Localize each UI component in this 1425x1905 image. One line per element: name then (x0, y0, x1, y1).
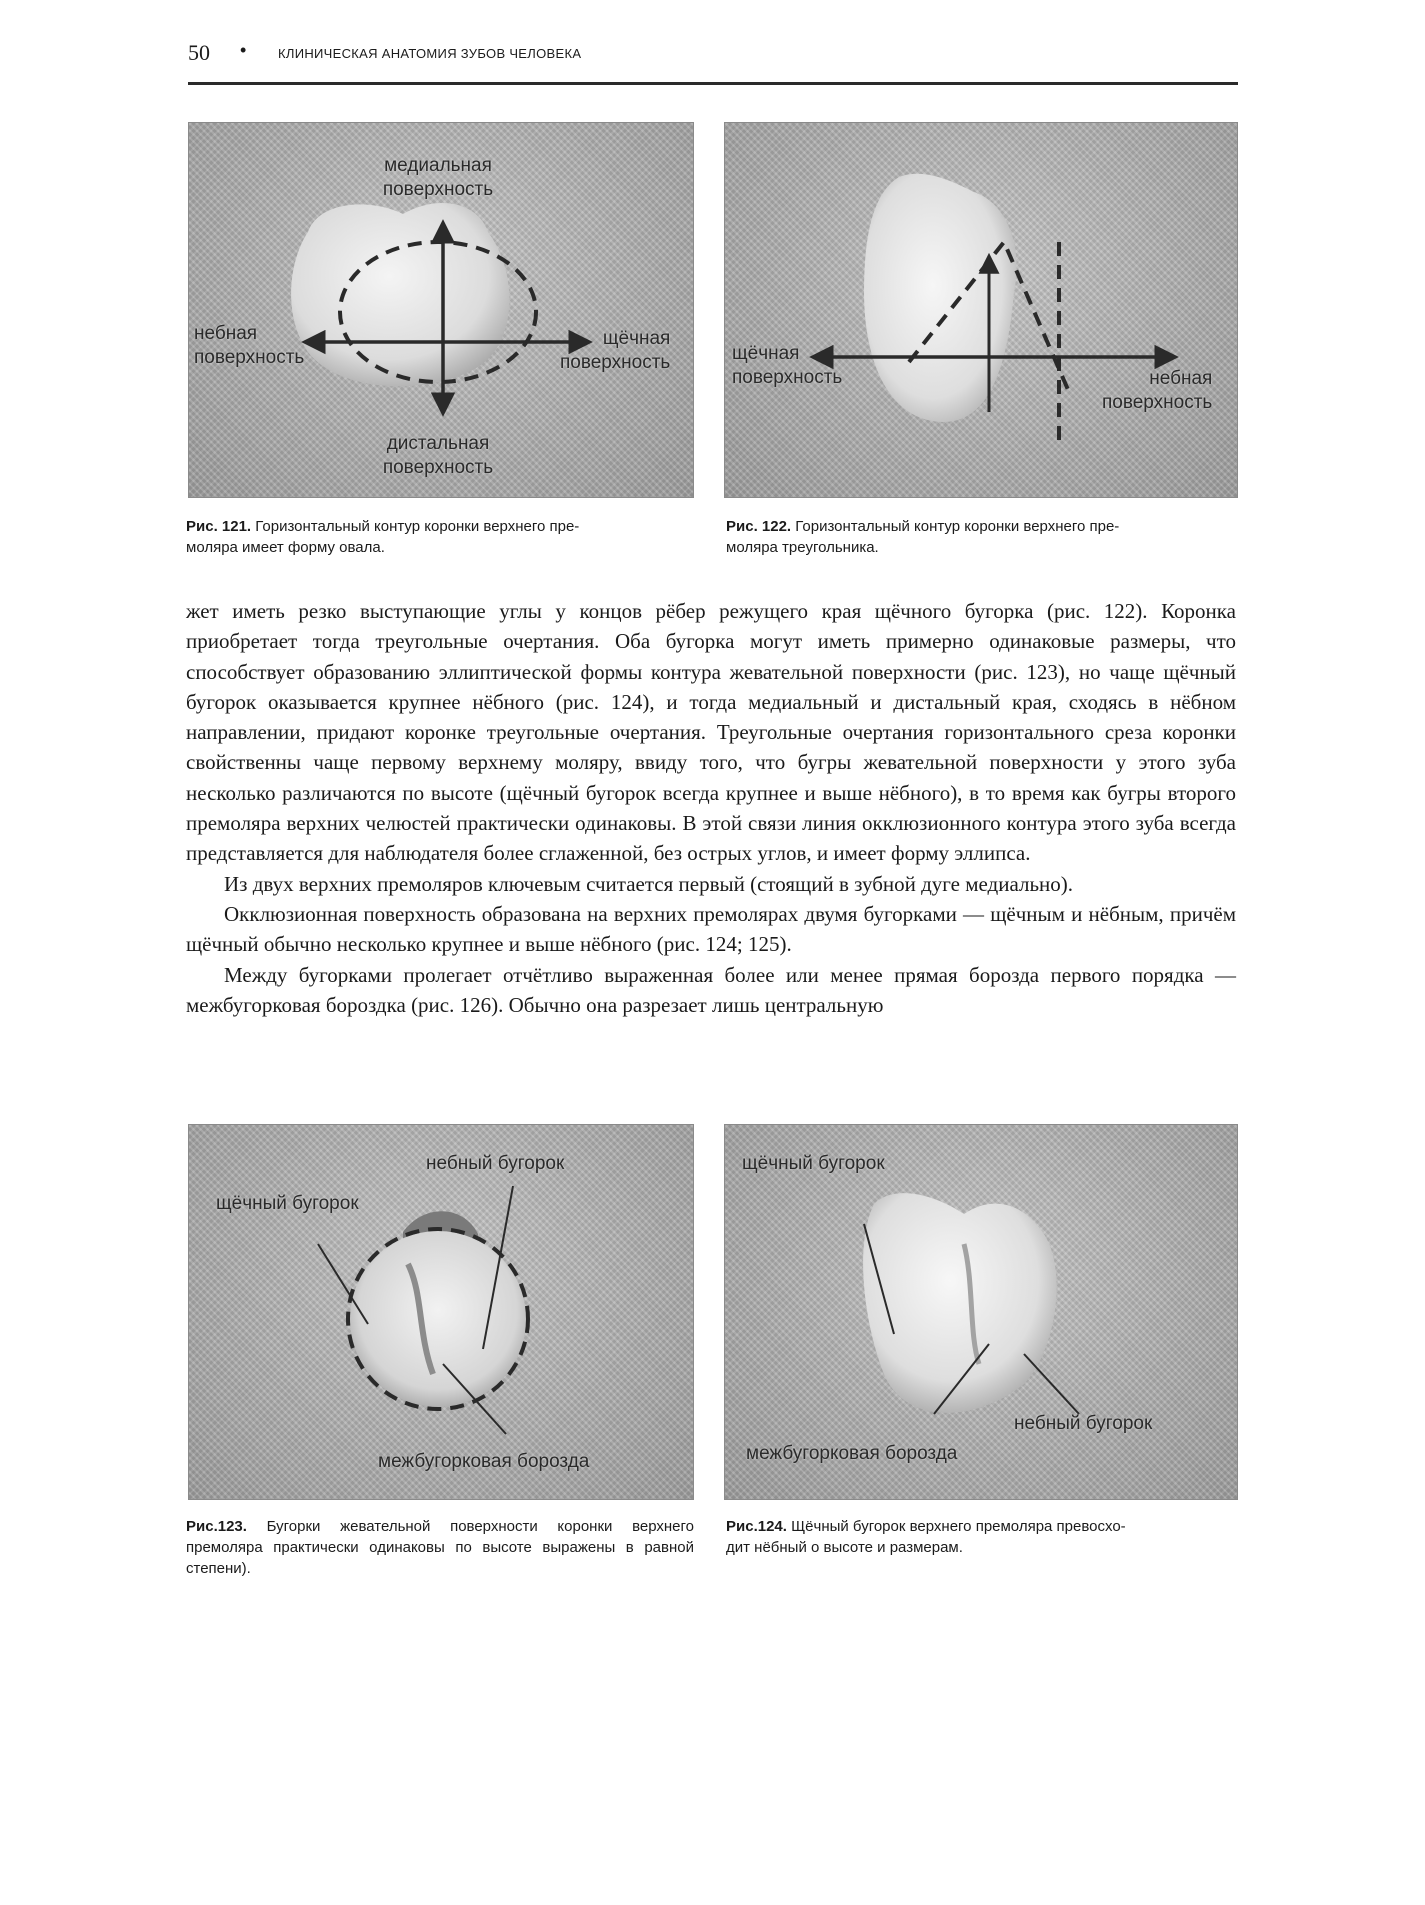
tooth-crown (291, 203, 509, 386)
label-palatal-cusp: небный бугорок (1014, 1413, 1153, 1434)
label-medial: медиальная поверхность (382, 155, 494, 200)
figure-122-caption (726, 516, 1236, 558)
label-buccal: щёчная поверхность (560, 328, 671, 373)
header-bullet: • (240, 40, 247, 60)
caption-123-number: Рис.123. (186, 1518, 247, 1535)
figure-123-caption (186, 1516, 694, 1579)
figure-124-photo (724, 1124, 1238, 1500)
tooth-crown (864, 174, 1017, 422)
caption-121-text: Горизонтальный контур коронки верхнего пре- моляра имеет форму овала. (186, 518, 580, 556)
paragraph-2: Из двух верхних премоляров ключевым считается первый (стоящий в зубной дуге медиально). (224, 871, 1074, 896)
paragraph-1: жет иметь резко выступающие углы у концов рёбер режущего края щёчного бугорка (рис. 122). Коронка приобретает тогда треугольные очертания. Оба бугорка могут иметь примерно одинаковые размеры, что способствует образованию эллиптической формы контура жевательной поверхности (рис. 123), но чаще щёчный бугорок оказывается крупнее нёбного (рис. 124), и тогда медиальный и дистальный края, сходясь в нёбном направлении, придают коронке треугольные очертания. Треугольные очертания горизонтального среза коронки свойственны чаще первому верхнему моляру, ввиду того, что бугры жевательной поверхности у этого зуба несколько различаются по высоте (щёчный бугорок всегда крупнее и выше нёбного), в то время как бугры второго премоляра верхних челюстей практически одинаковы. В этой связи линия окклюзионного контура этого зуба всегда представляется для наблюдателя более сглаженной, без острых углов, и имеет форму эллипса. (186, 599, 1236, 866)
label-buccal: щёчная поверхность (732, 343, 843, 388)
paragraph-3: Окклюзионная поверхность образована на верхних премолярах двумя бугорками — щёчным и нёбным, причём щёчный обычно несколько крупнее и выше нёбного (рис. 124; 125). (186, 901, 1236, 957)
label-groove: межбугорковая борозда (378, 1451, 590, 1472)
label-buccal-cusp: щёчный бугорок (742, 1153, 885, 1174)
figure-122-drawing (724, 122, 1238, 498)
paragraph-4: Между бугорками пролегает отчётливо выраженная более или менее прямая борозда первого порядка — межбугорковая бороздка (рис. 126). Обычно она разрезает лишь центральную (186, 962, 1236, 1017)
pointer-palatal (1024, 1354, 1079, 1414)
running-title: КЛИНИЧЕСКАЯ АНАТОМИЯ ЗУБОВ ЧЕЛОВЕКА (278, 46, 582, 61)
figure-123-photo (188, 1124, 694, 1500)
label-palatal-cusp: небный бугорок (426, 1153, 565, 1174)
label-distal: дистальная поверхность (382, 433, 494, 478)
page-number: 50 (188, 40, 210, 65)
caption-124-text: Щёчный бугорок верхнего премоляра превосхо- дит нёбный о высоте и размерам. (726, 1518, 1126, 1556)
caption-122-number: Рис. 122. (726, 518, 792, 535)
caption-121-number: Рис. 121. (186, 518, 252, 535)
figure-121-photo (188, 122, 694, 498)
caption-122-text: Горизонтальный контур коронки верхнего пре- моляра треугольника. (726, 518, 1120, 556)
header-rule (188, 82, 1238, 85)
caption-124-number: Рис.124. (726, 1518, 787, 1535)
figure-124-caption (726, 1516, 1236, 1558)
figure-123-drawing (188, 1124, 694, 1500)
body-text (186, 596, 1236, 1020)
caption-123-text: Бугорки жевательной поверхности коронки верхнего премоляра практически одинаковы по высоте выражены в равной степени). (186, 1518, 694, 1577)
label-groove: межбугорковая борозда (746, 1443, 958, 1464)
figure-122-photo (724, 122, 1238, 498)
label-palatal: небная поверхность (194, 323, 305, 368)
figure-121-caption (186, 516, 694, 558)
running-header (188, 40, 1238, 70)
label-buccal-cusp: щёчный бугорок (216, 1193, 359, 1214)
label-palatal: небная поверхность (1102, 368, 1213, 413)
